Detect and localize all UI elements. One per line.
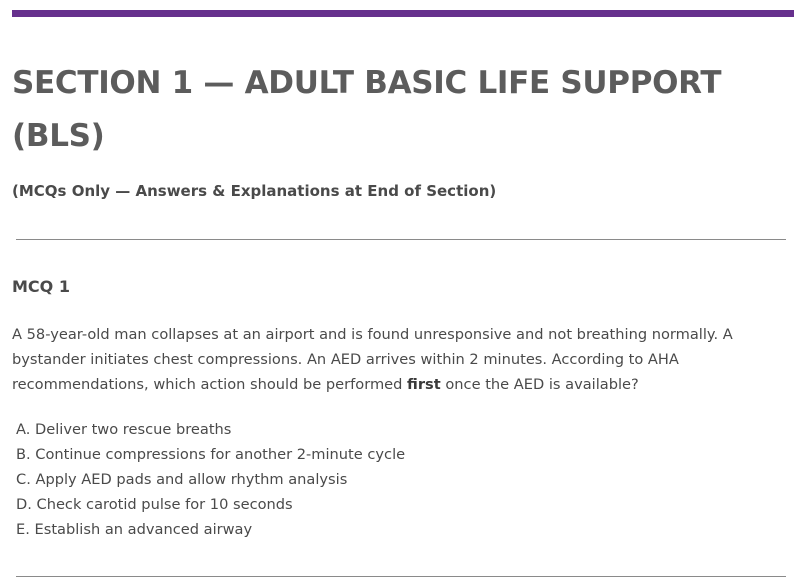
question-stem bbox=[12, 322, 782, 397]
option-e[interactable]: E. Establish an advanced airway bbox=[16, 521, 253, 538]
section-subtitle: (MCQs Only — Answers & Explanations at End of Section) bbox=[12, 182, 497, 200]
option-c[interactable]: C. Apply AED pads and allow rhythm analysis bbox=[16, 471, 348, 488]
answer-options bbox=[16, 417, 405, 542]
option-d[interactable]: D. Check carotid pulse for 10 seconds bbox=[16, 496, 293, 513]
bottom-divider bbox=[16, 576, 786, 577]
question-stem-text: A 58-year-old man collapses at an airport and is found unresponsive and not breathing normally. A bystander initiates chest compressions. An AED arrives within 2 minutes. According to AHA recommendations, which action should be performed bbox=[12, 326, 733, 393]
mcq-heading: MCQ 1 bbox=[12, 277, 70, 296]
option-b[interactable]: B. Continue compressions for another 2-minute cycle bbox=[16, 446, 406, 463]
section-title: SECTION 1 — ADULT BASIC LIFE SUPPORT (BLS) bbox=[12, 65, 722, 154]
option-a[interactable]: A. Deliver two rescue breaths bbox=[16, 421, 232, 438]
accent-bar bbox=[12, 10, 794, 17]
question-stem-end: once the AED is available? bbox=[440, 376, 639, 393]
question-emphasis: first bbox=[407, 376, 441, 393]
section-divider bbox=[16, 239, 786, 240]
